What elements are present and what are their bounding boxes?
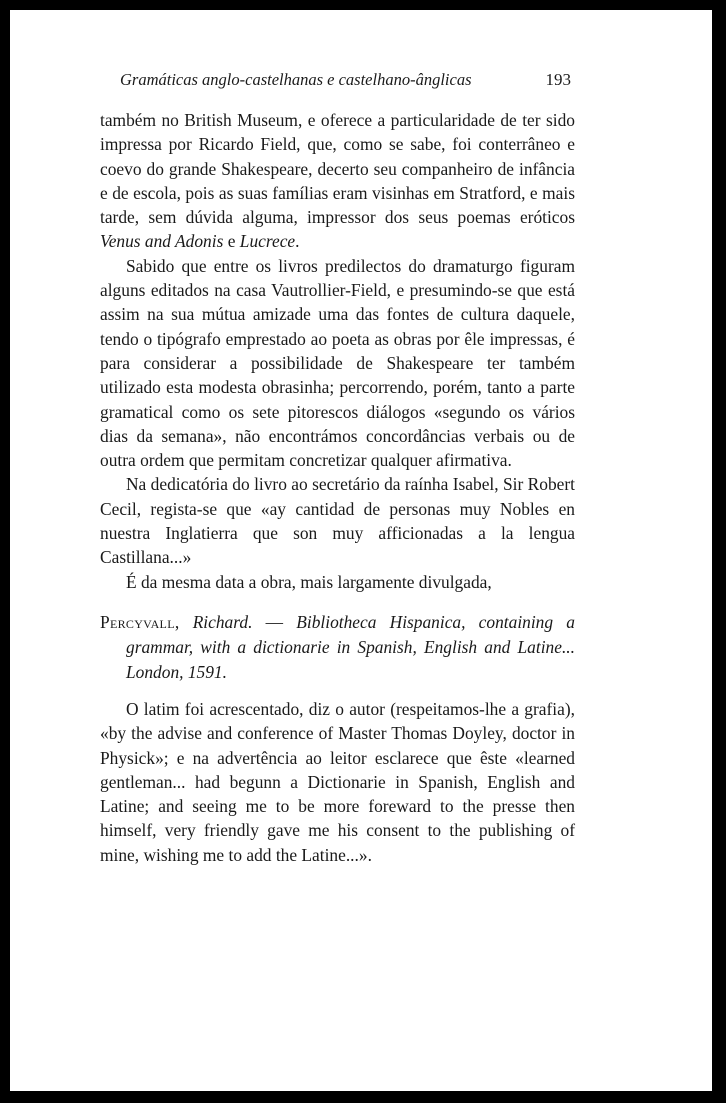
work-title-lucrece: Lucrece [239, 231, 296, 252]
bib-author: Percyvall, [100, 611, 180, 632]
paragraph-continuation [100, 108, 575, 254]
paragraph-latin: O latim foi acrescentado, diz o autor (respeitamos-lhe a grafia), «by the advise and conference of Master Thomas Doyley, doctor in Physick»; e na advertência ao leitor esclarece que êste «learned gentleman... had begunn a Dictionarie in Spanish, English and Latine; and seeing me to be more foreward to the presse then himself, very friendly gave me his consent to the publishing of mine, wishing me to add the Latine...». [100, 698, 575, 865]
bibliography-entry [100, 610, 575, 685]
paragraph-same-date: É da mesma data a obra, mais largamente divulgada, [126, 571, 492, 592]
book-page [100, 66, 575, 867]
paragraph-text: . [295, 231, 300, 252]
paragraph-text: e [223, 231, 240, 252]
running-title: Gramáticas anglo-castelhanas e castelhano-ânglicas [120, 70, 472, 89]
bib-title: Bibliotheca Hispanica, containing a grammar, with a dictionarie in Spanish, English and Latine... London, 1591. [126, 611, 575, 682]
paragraph-text: também no British Museum, e oferece a particularidade de ter sido impressa por Ricardo Field, que, como se sabe, foi conterrâneo e coevo do grande Shakespeare, decerto seu companheiro de infância e de escola, pois as suas famílias eram visinhas em Stratford, e mais tarde, sem dúvida alguma, impressor dos seus poemas eróticos [100, 110, 575, 228]
bib-given-name: Richard. [192, 611, 253, 632]
page-number: 193 [545, 70, 571, 89]
running-head [100, 66, 575, 94]
paragraph-dedication: Na dedicatória do livro ao secretário da raínha Isabel, Sir Robert Cecil, regista-se que «ay cantidad de personas muy Nobles en nuestra Inglatierra que son muy afficionadas a la lengua Castillana...» [100, 474, 575, 568]
work-title-venus-and-adonis: Venus and Adonis [100, 231, 224, 252]
page-body [100, 108, 575, 867]
paragraph-shakespeare: Sabido que entre os livros predilectos do dramaturgo figuram alguns editados na casa Vautrollier-Field, e presumindo-se que está assim na sua mútua amizade uma das fontes de cultura daquele, tendo o tipógrafo emprestado ao poeta as obras por êle impressas, é para considerar a possibilidade de Shakespeare ter também utilizado esta modesta obrasinha; percorrendo, porém, tanto a parte gramatical como os sete pitorescos diálogos «segundo os vários dias da semana», não encontrámos concordâncias verbais ou de outra ordem que permitam concretizar qualquer afirmativa. [100, 255, 575, 471]
bib-dash: — [252, 611, 297, 632]
